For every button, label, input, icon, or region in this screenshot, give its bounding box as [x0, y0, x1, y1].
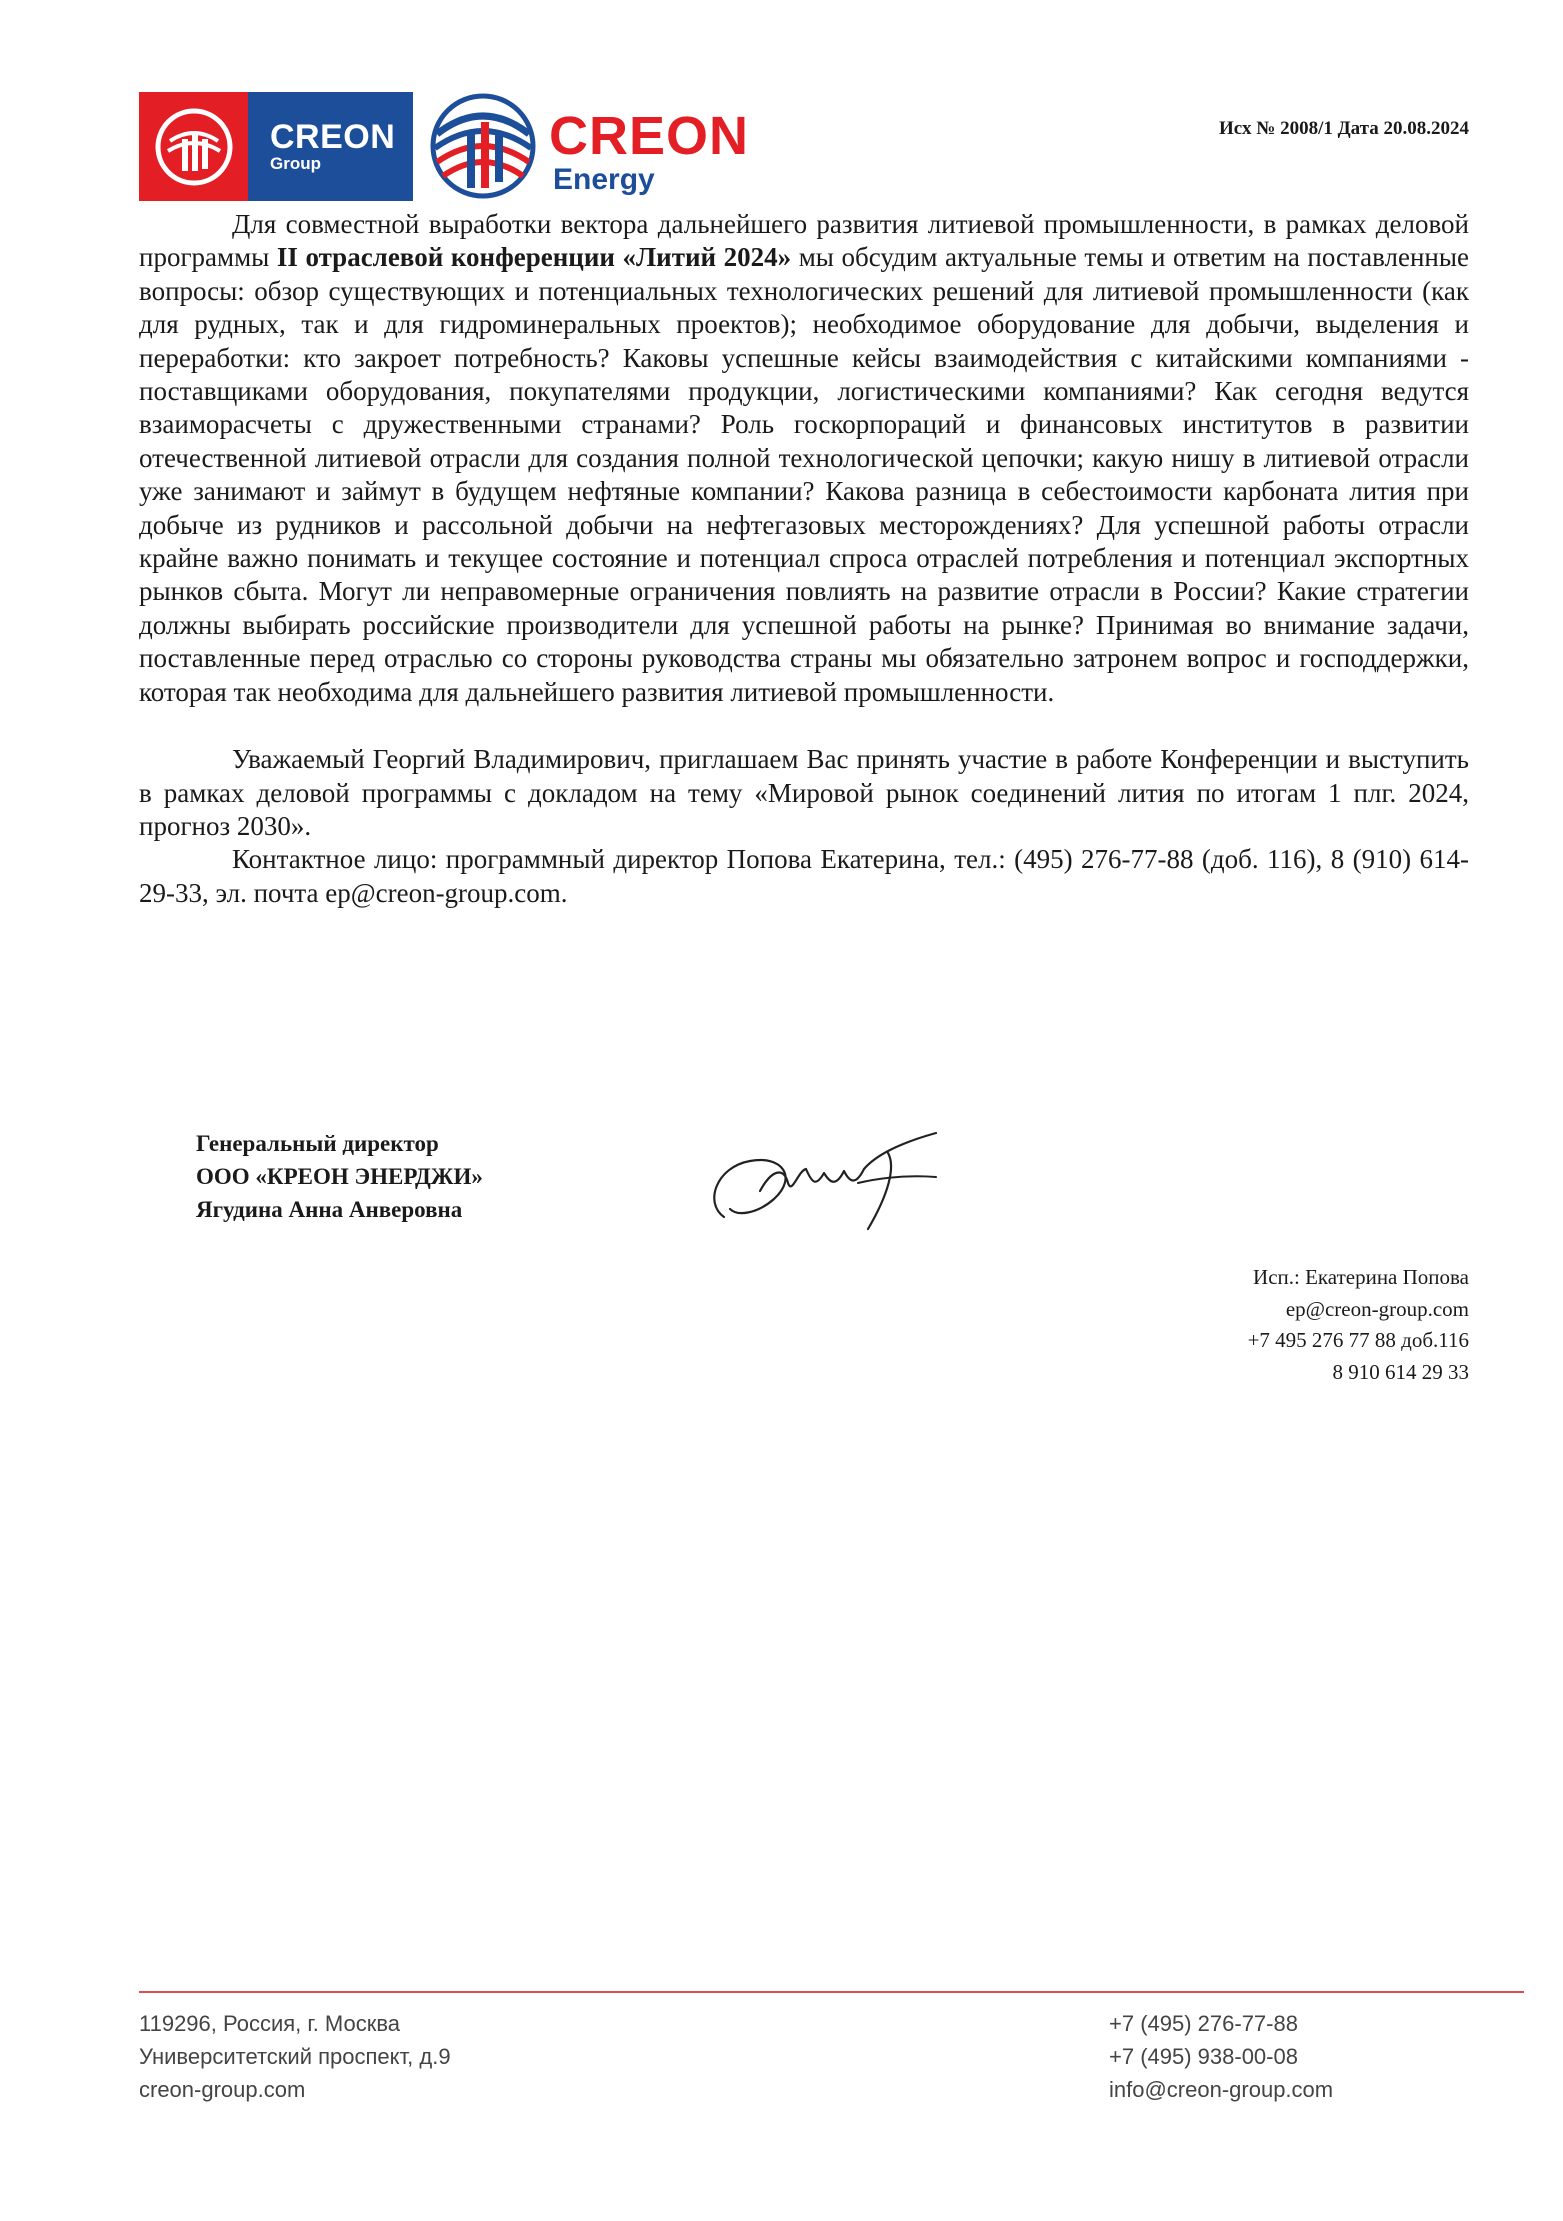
signer-company: ООО «КРЕОН ЭНЕРДЖИ»: [196, 1164, 483, 1189]
paragraph-intro: [139, 208, 1469, 709]
outgoing-reference: Исх № 2008/1 Дата 20.08.2024: [1219, 118, 1469, 139]
creon-energy-logo: [427, 90, 757, 202]
executor-name: Исп.: Екатерина Попова: [1253, 1265, 1469, 1289]
footer-address: [139, 2007, 451, 2106]
conference-title: II отраслевой конференции «Литий 2024»: [276, 242, 792, 273]
signer-title: Генеральный директор: [196, 1131, 439, 1156]
creon-group-logo: [139, 92, 413, 201]
paragraph-intro-start: Для совместной выработки вектора дальнейшего развития литиевой промышленности, в рамках деловой программы: [139, 209, 1469, 273]
creon-energy-emblem-icon: [427, 90, 539, 202]
creon-group-logo-sub: Group: [270, 153, 321, 173]
executor-email: ep@creon-group.com: [1285, 1296, 1469, 1321]
footer-phone-2: +7 (495) 938-00-08: [1109, 2044, 1298, 2069]
footer-email: info@creon-group.com: [1109, 2077, 1334, 2102]
signer-name: Ягудина Анна Анверовна: [196, 1197, 463, 1222]
footer-divider: [139, 1991, 1524, 1993]
executor-block: [1248, 1262, 1469, 1388]
paragraph-contact: Контактное лицо: программный директор Попова Екатерина, тел.: (495) 276-77-88 (доб. 116), 8 (910) 614-29-33, эл. почта ep@creon-group.com.: [139, 844, 1469, 908]
creon-emblem-icon: [139, 92, 248, 201]
paragraph-invitation: Уважаемый Георгий Владимирович, приглашаем Вас принять участие в работе Конференции и выступить в рамках деловой программы с докладом на тему «Мировой рынок соединений лития по итогам 1 плг. 2024, прогноз 2030».: [139, 744, 1469, 841]
footer-phone-1: +7 (495) 276-77-88: [1109, 2011, 1298, 2036]
letter-body: [139, 208, 1469, 910]
creon-group-logo-name: CREON: [270, 117, 396, 156]
signer-block: [196, 1127, 483, 1226]
footer-website: creon-group.com: [139, 2077, 306, 2102]
creon-energy-logo-sub: Energy: [553, 163, 655, 196]
signature: [700, 1125, 950, 1245]
footer-address-line2: Университетский проспект, д.9: [139, 2044, 451, 2069]
footer-address-line1: 119296, Россия, г. Москва: [139, 2011, 401, 2036]
executor-phone: +7 495 276 77 88 доб.116: [1247, 1328, 1469, 1352]
creon-energy-logo-name: CREON: [549, 106, 750, 166]
footer-contacts: [1109, 2007, 1333, 2106]
paragraph-intro-end: мы обсудим актуальные темы и ответим на поставленные вопросы: обзор существующих и потенциальных технологических решений для литиевой промышленности (как для рудных, так и для гидроминеральных проектов); необходимое оборудование для добычи, выделения и переработки: кто закроет потребность? Каковы успешные кейсы взаимодействия с китайскими компаниями - поставщиками оборудования, покупателями продукции, логистическими компаниями? Как сегодня ведутся взаиморасчеты с дружественными странами? Роль госкорпораций и финансовых институтов в развитии отечественной литиевой отрасли для создания полной технологической цепочки; какую нишу в литиевой отрасли уже занимают и займут в будущем нефтяные компании? Какова разница в себестоимости карбоната лития при добыче из рудников и рассольной добычи на нефтегазовых месторождениях? Для успешной работы отрасли крайне важно понимать и текущее состояние и потенциал спроса отраслей потребления и потенциал экспортных рынков сбыта. Могут ли неправомерные ограничения повлиять на развитие отрасли в России? Какие стратегии должны выбирать российские производители для успешной работы на рынке? Принимая во внимание задачи, поставленные перед отраслью со стороны руководства страны мы обязательно затронем вопрос и господдержки, которая так необходима для дальнейшего развития литиевой промышленности.: [139, 242, 1469, 707]
executor-mobile: 8 910 614 29 33: [1332, 1359, 1469, 1384]
